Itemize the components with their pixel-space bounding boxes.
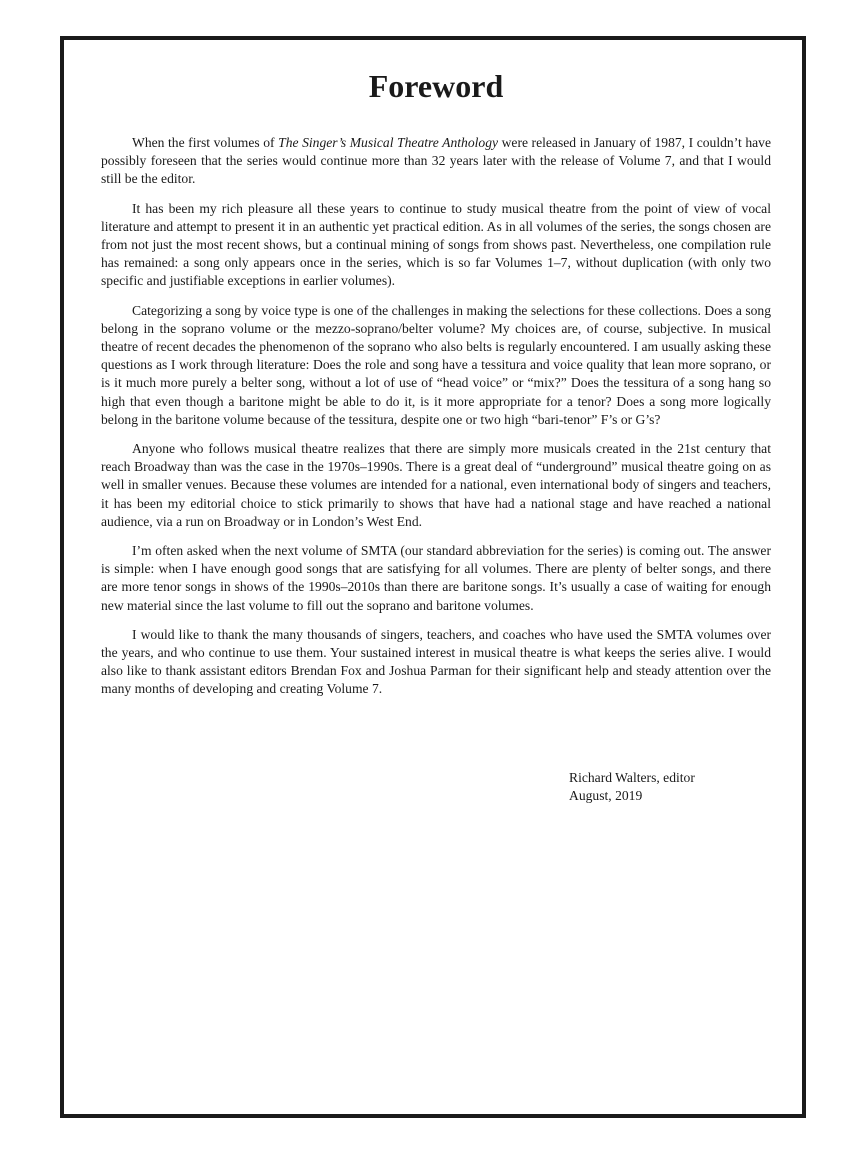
paragraph-1-after: were released in January of 1987, I couldn’t have possibly foreseen that the series would continue more than 32 years later with the release of Volume 7, and that I would still be the editor.: [101, 135, 771, 187]
paragraph-1-before: When the first volumes of: [132, 135, 279, 150]
page-title: Foreword: [368, 68, 504, 104]
signature-date: August, 2019: [569, 788, 643, 804]
document-body: [101, 40, 771, 804]
foreword-text: [101, 134, 771, 699]
paragraph-3: Categorizing a song by voice type is one of the challenges in making the selections for these collections. Does a song belong in the soprano volume or the mezzo-soprano/belter volume? My choices are, of course, subjective. In musical theatre of recent decades the phenomenon of the soprano who also belts is regularly encountered. I am usually asking these questions as I work through literature: Does the role and song have a tessitura and voice quality that lean more soprano, or is it much more purely a belter song, without a lot of use of “head voice” or “mix?” Does the tessitura of a song hang so high that even though a baritone might be able to do it, is it more appropriate for a tenor? Does a song more logically belong in the baritone volume because of the tessitura, despite one or two high “bari-tenor” F’s or G’s?: [101, 302, 771, 427]
paragraph-1: [101, 134, 771, 189]
paragraph-5: I’m often asked when the next volume of SMTA (our standard abbreviation for the series) is coming out. The answer is simple: when I have enough good songs that are satisfying for all volumes. There are plenty of belter songs, and there are more tenor songs in shows of the 1990s–2010s than there are baritone songs. It’s usually a case of waiting for enough new material since the last volume to fill out the soprano and baritone volumes.: [101, 543, 771, 613]
signature-name: Richard Walters, editor: [569, 770, 695, 785]
paragraph-6: I would like to thank the many thousands of singers, teachers, and coaches who have used the SMTA volumes over the years, and who continue to use them. Your sustained interest in musical theatre is what keeps the series alive. I would also like to thank assistant editors Brendan Fox and Joshua Parman for their significant help and steady attention over the many months of developing and creating Volume 7.: [101, 626, 771, 697]
paragraph-4: Anyone who follows musical theatre realizes that there are simply more musicals created in the 21st century that reach Broadway than was the case in the 1970s–1990s. There is a great deal of “underground” musical theatre going on as well in smaller venues. Because these volumes are intended for a national, even international body of singers and teachers, it has been my editorial choice to stick primarily to shows that have had a national stage and have reached a national audience, via a run on Broadway or in London’s West End.: [101, 441, 771, 529]
book-title: The Singer’s Musical Theatre Anthology: [278, 135, 499, 150]
paragraph-2: It has been my rich pleasure all these years to continue to study musical theatre from the point of view of vocal literature and attempt to present it in an authentic yet practical edition. As in all volumes of the series, the songs chosen are from not just the most recent shows, but a continual mining of songs from shows past. Nevertheless, one compilation rule has remained: a song only appears once in the series, which is so far Volumes 1–7, without duplication (with only two specific and justifiable exceptions in earlier volumes).: [101, 200, 771, 289]
page-border: [60, 36, 806, 1118]
signature-block: [569, 769, 695, 805]
